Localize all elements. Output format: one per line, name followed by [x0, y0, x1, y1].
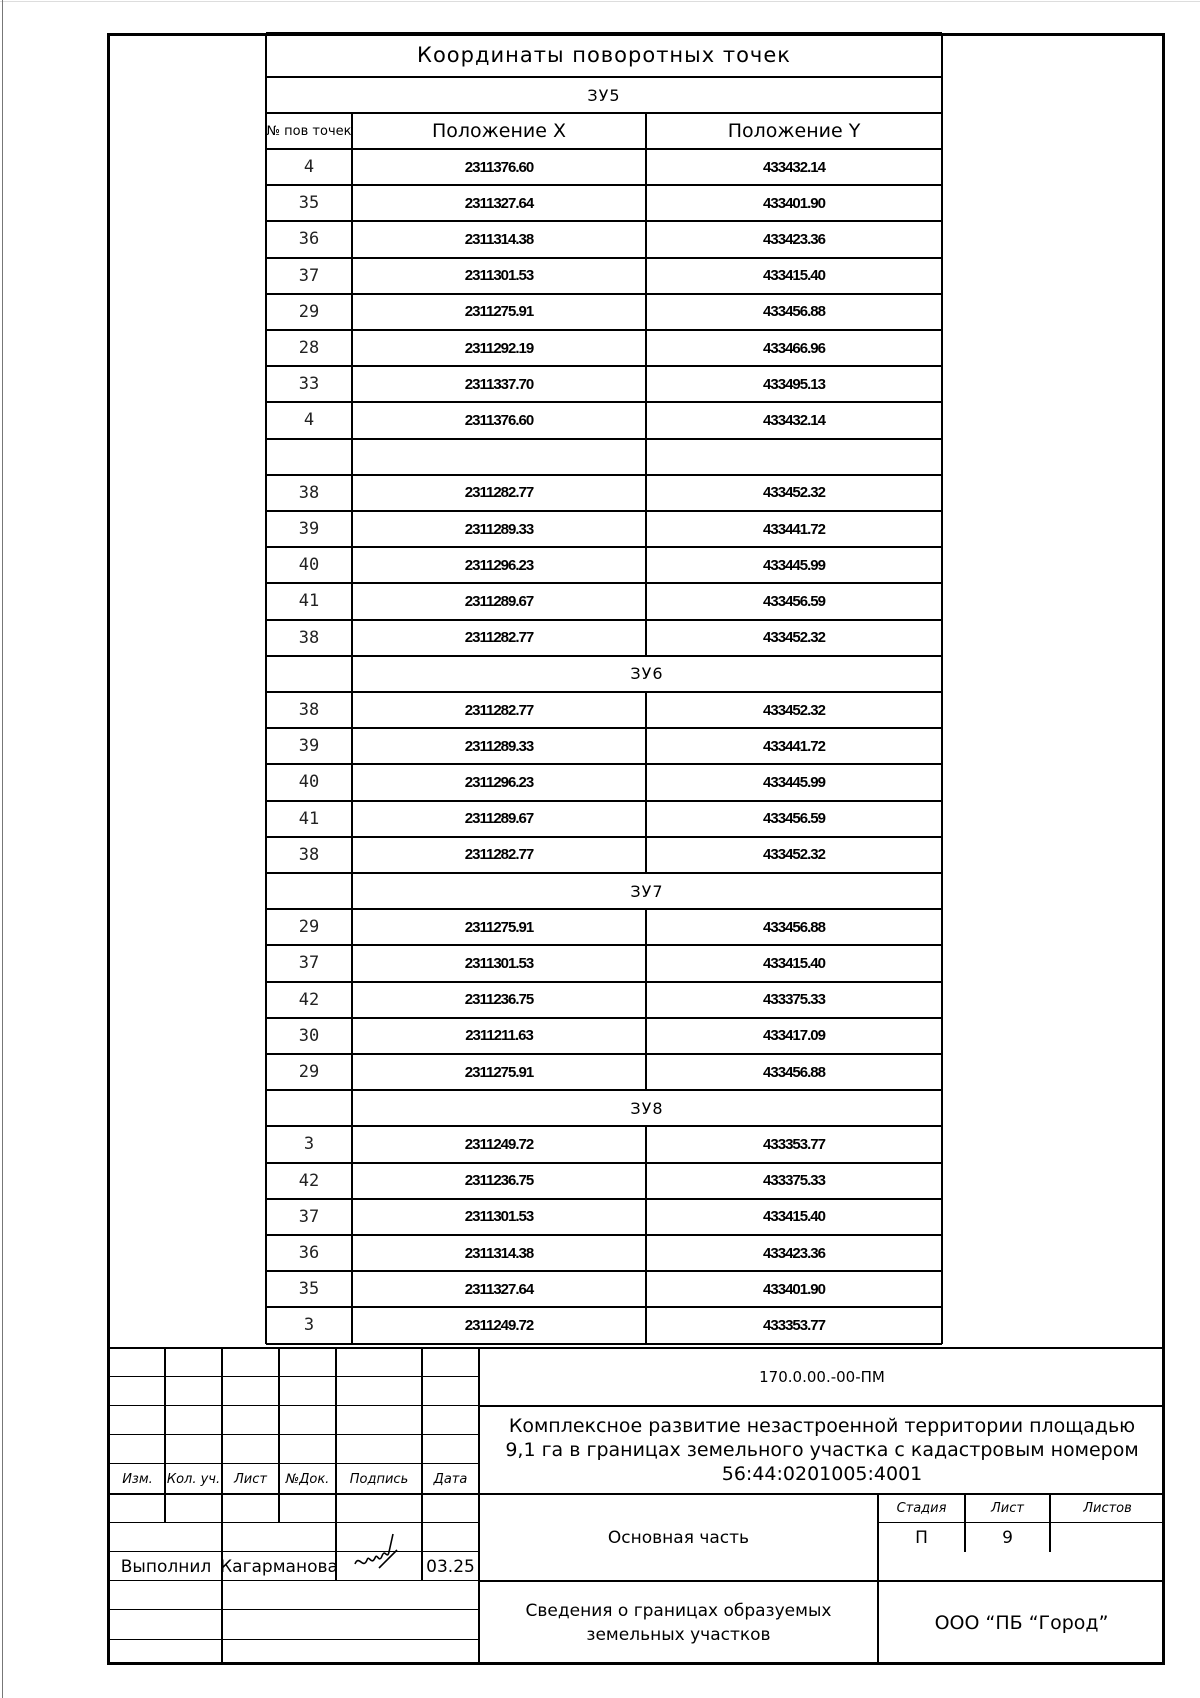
coord-x: 2311327.64 — [464, 194, 534, 212]
sheet-name: Сведения о границах образуемых земельных участков — [525, 1601, 832, 1645]
stamp-label-podpis: Подпись — [349, 1471, 409, 1487]
coord-x: 2311289.67 — [464, 592, 534, 610]
coord-y: 433415.40 — [763, 954, 825, 972]
coord-x: 2311275.91 — [464, 1063, 534, 1081]
point-number — [266, 439, 352, 475]
coord-y: 433445.99 — [763, 556, 825, 574]
zone-label: ЗУ7 — [630, 881, 664, 901]
point-number: 35 — [298, 1279, 320, 1300]
page-left-edge — [2, 0, 3, 1698]
coord-y: 433415.40 — [763, 267, 825, 285]
coord-x: 2311337.70 — [464, 375, 534, 393]
grid-line-v — [351, 113, 353, 1344]
coord-y: 433452.32 — [763, 629, 825, 647]
point-number: 37 — [298, 265, 320, 286]
grid-line-v — [645, 909, 647, 1090]
grid-line-h — [266, 1343, 942, 1345]
stamp-performer: Кагарманова — [220, 1556, 338, 1577]
coord-x: 2311236.75 — [464, 1172, 534, 1190]
coord-y: 433495.13 — [763, 375, 825, 393]
point-number: 38 — [298, 700, 320, 721]
coord-x — [352, 439, 646, 475]
point-number: 29 — [298, 301, 320, 322]
coord-x: 2311376.60 — [464, 411, 534, 429]
coord-y: 433353.77 — [763, 1135, 825, 1153]
coord-y: 433441.72 — [763, 737, 825, 755]
coord-x: 2311282.77 — [464, 701, 534, 719]
coord-y: 433456.88 — [763, 1063, 825, 1081]
coord-y: 433452.32 — [763, 701, 825, 719]
coord-y: 433432.14 — [763, 158, 825, 176]
coord-x: 2311275.91 — [464, 303, 534, 321]
coord-y: 433456.88 — [763, 918, 825, 936]
coord-x: 2311376.60 — [464, 158, 534, 176]
grid-line-v — [278, 1348, 280, 1523]
point-number: 35 — [298, 193, 320, 214]
coord-y: 433417.09 — [763, 1027, 825, 1045]
point-number: 41 — [298, 808, 320, 829]
col-header-number-text: № пов точек — [266, 123, 352, 139]
point-number: 3 — [303, 1315, 315, 1336]
stamp-label-ndok: №Док. — [285, 1471, 330, 1487]
grid-line-v — [941, 33, 943, 1344]
drawing-frame — [107, 33, 1165, 1665]
point-number: 28 — [298, 338, 320, 359]
coord-x: 2311292.19 — [464, 339, 534, 357]
signature — [336, 1523, 422, 1581]
point-number: 29 — [298, 1062, 320, 1083]
coord-x: 2311282.77 — [464, 484, 534, 502]
coord-x: 2311301.53 — [464, 954, 534, 972]
stamp-label-stage: Стадия — [896, 1501, 947, 1516]
coord-x: 2311282.77 — [464, 629, 534, 647]
stamp-role: Выполнил — [120, 1556, 212, 1577]
col-header-y: Положение Y — [727, 120, 861, 142]
grid-line-v — [645, 692, 647, 873]
project-title: Комплексное развитие незастроенной территории площадью 9,1 га в границах земельного участка с кадастровым номером 56:44:0201005:4001 — [505, 1415, 1139, 1485]
coord-x: 2311296.23 — [464, 556, 534, 574]
coord-y: 433415.40 — [763, 1208, 825, 1226]
coord-x: 2311236.75 — [464, 991, 534, 1009]
coord-y: 433401.90 — [763, 194, 825, 212]
point-number: 4 — [303, 410, 315, 431]
col-header-x: Положение X — [431, 120, 566, 142]
coord-x: 2311314.38 — [464, 230, 534, 248]
point-number: 38 — [298, 844, 320, 865]
stamp-label-izm: Изм. — [122, 1471, 153, 1487]
coord-y: 433423.36 — [763, 1244, 825, 1262]
coord-x: 2311249.72 — [464, 1135, 534, 1153]
point-number: 39 — [298, 519, 320, 540]
section-name: Основная часть — [607, 1527, 750, 1548]
point-number: 30 — [298, 1025, 320, 1046]
coord-x: 2311296.23 — [464, 773, 534, 791]
point-number: 37 — [298, 1206, 320, 1227]
coord-x: 2311289.67 — [464, 810, 534, 828]
coord-y: 433445.99 — [763, 773, 825, 791]
point-number: 39 — [298, 736, 320, 757]
doc-code: 170.0.00.-00-ПМ — [759, 1368, 885, 1386]
point-number: 38 — [298, 627, 320, 648]
stamp-sheets-total — [1050, 1523, 1165, 1552]
point-number: 40 — [298, 555, 320, 576]
signature-icon — [349, 1530, 409, 1574]
table-title: Координаты поворотных точек — [417, 43, 791, 67]
coord-y — [646, 439, 942, 475]
stamp-label-kol_uch: Кол. уч. — [166, 1471, 221, 1487]
coord-y: 433456.88 — [763, 303, 825, 321]
grid-line-h — [110, 1609, 479, 1610]
coord-x: 2311314.38 — [464, 1244, 534, 1262]
coord-x: 2311301.53 — [464, 267, 534, 285]
point-number: 41 — [298, 591, 320, 612]
coord-x: 2311289.33 — [464, 737, 534, 755]
coord-x: 2311301.53 — [464, 1208, 534, 1226]
coord-y: 433375.33 — [763, 1172, 825, 1190]
grid-line-v — [645, 1126, 647, 1343]
grid-line-v — [645, 113, 647, 149]
point-number: 4 — [303, 157, 315, 178]
point-number: 40 — [298, 772, 320, 793]
point-number: 37 — [298, 953, 320, 974]
page-top-edge — [0, 1, 1200, 2]
coord-y: 433375.33 — [763, 991, 825, 1009]
point-number: 38 — [298, 482, 320, 503]
coord-y: 433401.90 — [763, 1280, 825, 1298]
zone-label: ЗУ6 — [630, 664, 664, 684]
stamp-stage: П — [915, 1527, 928, 1548]
stamp-label-data: Дата — [433, 1471, 468, 1487]
stamp-sheet-number: 9 — [1002, 1527, 1013, 1548]
point-number: 33 — [298, 374, 320, 395]
coord-y: 433456.59 — [763, 592, 825, 610]
grid-line-h — [110, 1639, 479, 1640]
point-number: 29 — [298, 917, 320, 938]
stamp-date: 03.25 — [426, 1556, 475, 1577]
grid-line-v — [265, 33, 267, 1344]
point-number: 42 — [298, 1170, 320, 1191]
company-name: ООО “ПБ “Город” — [934, 1612, 1109, 1634]
coord-y: 433423.36 — [763, 230, 825, 248]
grid-line-v — [221, 1348, 223, 1665]
stamp-label-sheet: Лист — [991, 1501, 1024, 1516]
coord-y: 433452.32 — [763, 846, 825, 864]
coord-y: 433452.32 — [763, 484, 825, 502]
coord-y: 433432.14 — [763, 411, 825, 429]
coord-x: 2311282.77 — [464, 846, 534, 864]
point-number: 3 — [303, 1134, 315, 1155]
coord-y: 433466.96 — [763, 339, 825, 357]
coord-x: 2311211.63 — [465, 1027, 533, 1045]
point-number: 36 — [298, 229, 320, 250]
stamp-label-list: Лист — [234, 1471, 267, 1487]
point-number: 42 — [298, 989, 320, 1010]
col-header-number — [266, 113, 352, 149]
coord-x: 2311289.33 — [464, 520, 534, 538]
zone-label: ЗУ5 — [587, 85, 621, 105]
coord-y: 433456.59 — [763, 810, 825, 828]
coord-x: 2311327.64 — [464, 1280, 534, 1298]
stamp-label-sheets-total: Листов — [1083, 1501, 1132, 1516]
zone-label: ЗУ8 — [630, 1098, 664, 1118]
coord-y: 433353.77 — [763, 1316, 825, 1334]
coord-y: 433441.72 — [763, 520, 825, 538]
grid-line-v — [164, 1348, 166, 1523]
point-number: 36 — [298, 1243, 320, 1264]
coord-x: 2311275.91 — [464, 918, 534, 936]
grid-line-v — [645, 149, 647, 656]
coord-x: 2311249.72 — [464, 1316, 534, 1334]
